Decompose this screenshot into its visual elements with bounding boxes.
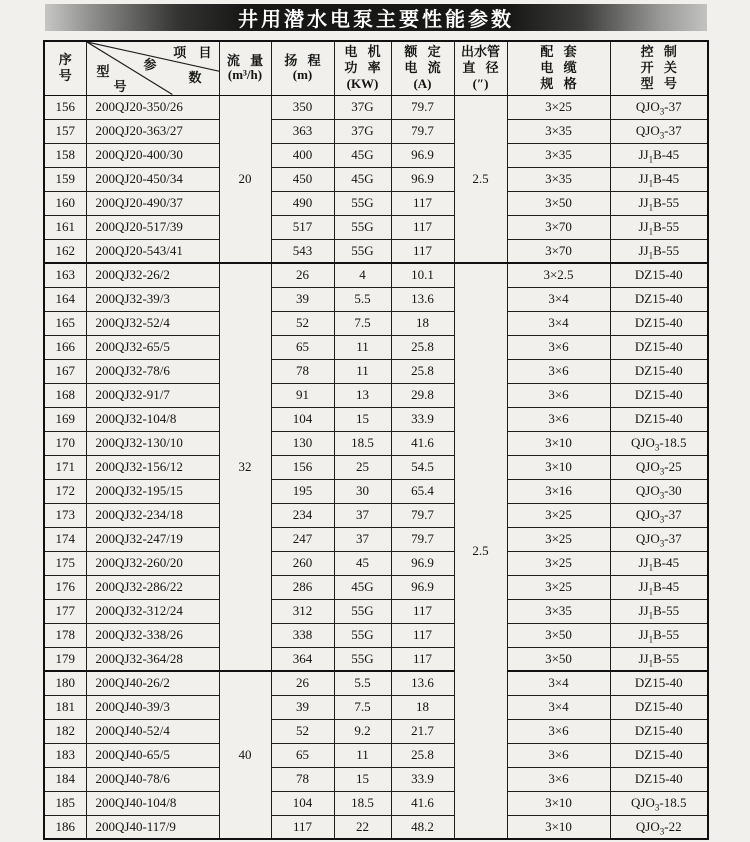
current-cell: 10.1 xyxy=(391,263,454,287)
current-cell: 25.8 xyxy=(391,359,454,383)
head-cell: 312 xyxy=(271,599,334,623)
cable-cell: 3×4 xyxy=(507,287,610,311)
model-cell: 200QJ20-350/26 xyxy=(86,95,219,119)
power-cell: 7.5 xyxy=(334,695,391,719)
power-cell: 18.5 xyxy=(334,431,391,455)
cable-cell: 3×2.5 xyxy=(507,263,610,287)
page-title: 井用潜水电泵主要性能参数 xyxy=(238,9,514,31)
power-cell: 55G xyxy=(334,215,391,239)
serial-cell: 165 xyxy=(44,311,86,335)
model-cell: 200QJ40-104/8 xyxy=(86,791,219,815)
serial-cell: 186 xyxy=(44,815,86,839)
cable-cell: 3×50 xyxy=(507,647,610,671)
switch-cell: DZ15-40 xyxy=(610,335,708,359)
cable-cell: 3×25 xyxy=(507,551,610,575)
header-current: 额 定 电 流 (A) xyxy=(391,41,454,95)
model-cell: 200QJ32-78/6 xyxy=(86,359,219,383)
switch-cell: DZ15-40 xyxy=(610,767,708,791)
head-cell: 363 xyxy=(271,119,334,143)
outlet-span-cell: 2.5 xyxy=(454,95,507,263)
switch-cell: $QJO_3-37$ xyxy=(610,503,708,527)
serial-cell: 177 xyxy=(44,599,86,623)
power-cell: 45G xyxy=(334,167,391,191)
serial-cell: 182 xyxy=(44,719,86,743)
table-row xyxy=(44,239,708,263)
switch-cell: $JJ_1B-45$ xyxy=(610,167,708,191)
head-cell: 39 xyxy=(271,287,334,311)
power-cell: 11 xyxy=(334,359,391,383)
serial-cell: 178 xyxy=(44,623,86,647)
header-outlet: 出水管 直 径 (″) xyxy=(454,41,507,95)
cable-cell: 3×6 xyxy=(507,743,610,767)
head-cell: 260 xyxy=(271,551,334,575)
current-cell: 65.4 xyxy=(391,479,454,503)
cable-cell: 3×6 xyxy=(507,719,610,743)
cable-cell: 3×16 xyxy=(507,479,610,503)
table-row xyxy=(44,311,708,335)
switch-cell: $QJO_3-37$ xyxy=(610,527,708,551)
current-cell: 21.7 xyxy=(391,719,454,743)
model-cell: 200QJ40-65/5 xyxy=(86,743,219,767)
current-cell: 117 xyxy=(391,623,454,647)
table-row xyxy=(44,455,708,479)
model-cell: 200QJ32-104/8 xyxy=(86,407,219,431)
power-cell: 4 xyxy=(334,263,391,287)
head-cell: 65 xyxy=(271,743,334,767)
header-model-diagonal xyxy=(86,41,219,95)
current-cell: 117 xyxy=(391,191,454,215)
head-cell: 39 xyxy=(271,695,334,719)
head-cell: 52 xyxy=(271,311,334,335)
model-cell: 200QJ40-26/2 xyxy=(86,671,219,695)
head-cell: 195 xyxy=(271,479,334,503)
switch-cell: DZ15-40 xyxy=(610,263,708,287)
power-cell: 45G xyxy=(334,575,391,599)
power-cell: 5.5 xyxy=(334,671,391,695)
serial-cell: 156 xyxy=(44,95,86,119)
table-header xyxy=(44,41,708,95)
table-row xyxy=(44,287,708,311)
head-cell: 26 xyxy=(271,263,334,287)
model-cell: 200QJ32-39/3 xyxy=(86,287,219,311)
table-row xyxy=(44,143,708,167)
current-cell: 96.9 xyxy=(391,167,454,191)
header-serial: 序 号 xyxy=(44,41,86,95)
current-cell: 117 xyxy=(391,239,454,263)
serial-cell: 166 xyxy=(44,335,86,359)
header-power: 电 机 功 率 (KW) xyxy=(334,41,391,95)
flow-span-cell: 40 xyxy=(219,671,271,839)
table-body xyxy=(44,95,708,839)
table-row xyxy=(44,527,708,551)
model-cell: 200QJ32-52/4 xyxy=(86,311,219,335)
model-cell: 200QJ32-195/15 xyxy=(86,479,219,503)
serial-cell: 161 xyxy=(44,215,86,239)
current-cell: 79.7 xyxy=(391,119,454,143)
table-row xyxy=(44,95,708,119)
power-cell: 18.5 xyxy=(334,791,391,815)
diagonal-label-param: 数 xyxy=(188,70,202,85)
table-row xyxy=(44,335,708,359)
cable-cell: 3×35 xyxy=(507,119,610,143)
switch-cell: DZ15-40 xyxy=(610,407,708,431)
power-cell: 37G xyxy=(334,95,391,119)
head-cell: 234 xyxy=(271,503,334,527)
current-cell: 79.7 xyxy=(391,527,454,551)
cable-cell: 3×10 xyxy=(507,455,610,479)
head-cell: 543 xyxy=(271,239,334,263)
serial-cell: 179 xyxy=(44,647,86,671)
model-cell: 200QJ32-234/18 xyxy=(86,503,219,527)
model-cell: 200QJ20-363/27 xyxy=(86,119,219,143)
model-cell: 200QJ32-91/7 xyxy=(86,383,219,407)
switch-cell: DZ15-40 xyxy=(610,287,708,311)
serial-cell: 184 xyxy=(44,767,86,791)
switch-cell: DZ15-40 xyxy=(610,359,708,383)
cable-cell: 3×6 xyxy=(507,359,610,383)
table-row xyxy=(44,503,708,527)
serial-cell: 185 xyxy=(44,791,86,815)
current-cell: 41.6 xyxy=(391,431,454,455)
model-cell: 200QJ20-450/34 xyxy=(86,167,219,191)
switch-cell: $JJ_1B-55$ xyxy=(610,191,708,215)
switch-cell: $JJ_1B-55$ xyxy=(610,239,708,263)
switch-cell: $JJ_1B-55$ xyxy=(610,215,708,239)
current-cell: 25.8 xyxy=(391,743,454,767)
pump-parameters-table xyxy=(43,40,709,840)
diagonal-label-model: 号 xyxy=(113,79,127,94)
head-cell: 286 xyxy=(271,575,334,599)
serial-cell: 174 xyxy=(44,527,86,551)
switch-cell: DZ15-40 xyxy=(610,719,708,743)
head-cell: 450 xyxy=(271,167,334,191)
power-cell: 9.2 xyxy=(334,719,391,743)
power-cell: 37 xyxy=(334,503,391,527)
serial-cell: 175 xyxy=(44,551,86,575)
head-cell: 247 xyxy=(271,527,334,551)
head-cell: 117 xyxy=(271,815,334,839)
current-cell: 33.9 xyxy=(391,767,454,791)
serial-cell: 157 xyxy=(44,119,86,143)
current-cell: 96.9 xyxy=(391,143,454,167)
power-cell: 55G xyxy=(334,623,391,647)
table-row xyxy=(44,431,708,455)
current-cell: 96.9 xyxy=(391,551,454,575)
cable-cell: 3×35 xyxy=(507,143,610,167)
current-cell: 29.8 xyxy=(391,383,454,407)
switch-cell: DZ15-40 xyxy=(610,311,708,335)
head-cell: 490 xyxy=(271,191,334,215)
current-cell: 13.6 xyxy=(391,287,454,311)
table-row xyxy=(44,695,708,719)
switch-cell: $JJ_1B-45$ xyxy=(610,575,708,599)
serial-cell: 163 xyxy=(44,263,86,287)
power-cell: 55G xyxy=(334,239,391,263)
power-cell: 55G xyxy=(334,191,391,215)
table-row xyxy=(44,383,708,407)
cable-cell: 3×25 xyxy=(507,95,610,119)
page-title-band xyxy=(45,4,707,31)
current-cell: 54.5 xyxy=(391,455,454,479)
power-cell: 11 xyxy=(334,335,391,359)
cable-cell: 3×4 xyxy=(507,695,610,719)
model-cell: 200QJ32-65/5 xyxy=(86,335,219,359)
power-cell: 13 xyxy=(334,383,391,407)
cable-cell: 3×50 xyxy=(507,191,610,215)
table-row xyxy=(44,479,708,503)
current-cell: 79.7 xyxy=(391,503,454,527)
table-row xyxy=(44,263,708,287)
cable-cell: 3×6 xyxy=(507,407,610,431)
cable-cell: 3×10 xyxy=(507,815,610,839)
model-cell: 200QJ20-517/39 xyxy=(86,215,219,239)
table-row xyxy=(44,599,708,623)
table-row xyxy=(44,575,708,599)
cable-cell: 3×6 xyxy=(507,767,610,791)
current-cell: 117 xyxy=(391,215,454,239)
head-cell: 400 xyxy=(271,143,334,167)
cable-cell: 3×70 xyxy=(507,239,610,263)
switch-cell: $QJO_3-18.5$ xyxy=(610,791,708,815)
switch-cell: DZ15-40 xyxy=(610,383,708,407)
switch-cell: DZ15-40 xyxy=(610,671,708,695)
power-cell: 15 xyxy=(334,767,391,791)
table-row xyxy=(44,191,708,215)
serial-cell: 172 xyxy=(44,479,86,503)
table-row xyxy=(44,623,708,647)
serial-cell: 171 xyxy=(44,455,86,479)
switch-cell: $QJO_3-25$ xyxy=(610,455,708,479)
current-cell: 41.6 xyxy=(391,791,454,815)
cable-cell: 3×50 xyxy=(507,623,610,647)
serial-cell: 168 xyxy=(44,383,86,407)
table-row xyxy=(44,767,708,791)
cable-cell: 3×4 xyxy=(507,311,610,335)
table-row xyxy=(44,815,708,839)
table-row xyxy=(44,551,708,575)
model-cell: 200QJ32-338/26 xyxy=(86,623,219,647)
serial-cell: 180 xyxy=(44,671,86,695)
cable-cell: 3×25 xyxy=(507,527,610,551)
power-cell: 7.5 xyxy=(334,311,391,335)
power-cell: 55G xyxy=(334,647,391,671)
model-cell: 200QJ32-260/20 xyxy=(86,551,219,575)
model-cell: 200QJ32-156/12 xyxy=(86,455,219,479)
serial-cell: 176 xyxy=(44,575,86,599)
diagonal-label-param: 参 xyxy=(143,57,157,72)
head-cell: 78 xyxy=(271,767,334,791)
switch-cell: $JJ_1B-45$ xyxy=(610,143,708,167)
switch-cell: $QJO_3-18.5$ xyxy=(610,431,708,455)
model-cell: 200QJ20-490/37 xyxy=(86,191,219,215)
head-cell: 91 xyxy=(271,383,334,407)
table-row xyxy=(44,743,708,767)
current-cell: 18 xyxy=(391,695,454,719)
cable-cell: 3×35 xyxy=(507,167,610,191)
power-cell: 22 xyxy=(334,815,391,839)
table-row xyxy=(44,119,708,143)
model-cell: 200QJ40-78/6 xyxy=(86,767,219,791)
current-cell: 96.9 xyxy=(391,575,454,599)
switch-cell: $QJO_3-37$ xyxy=(610,95,708,119)
cable-cell: 3×10 xyxy=(507,431,610,455)
cable-cell: 3×6 xyxy=(507,335,610,359)
head-cell: 364 xyxy=(271,647,334,671)
model-cell: 200QJ20-400/30 xyxy=(86,143,219,167)
serial-cell: 158 xyxy=(44,143,86,167)
switch-cell: $JJ_1B-55$ xyxy=(610,623,708,647)
model-cell: 200QJ40-52/4 xyxy=(86,719,219,743)
table-row xyxy=(44,791,708,815)
serial-cell: 162 xyxy=(44,239,86,263)
current-cell: 117 xyxy=(391,647,454,671)
head-cell: 350 xyxy=(271,95,334,119)
power-cell: 15 xyxy=(334,407,391,431)
power-cell: 5.5 xyxy=(334,287,391,311)
switch-cell: $JJ_1B-45$ xyxy=(610,551,708,575)
current-cell: 117 xyxy=(391,599,454,623)
model-cell: 200QJ40-117/9 xyxy=(86,815,219,839)
serial-cell: 173 xyxy=(44,503,86,527)
serial-cell: 167 xyxy=(44,359,86,383)
outlet-span-cell: 2.5 xyxy=(454,263,507,839)
power-cell: 30 xyxy=(334,479,391,503)
cable-cell: 3×35 xyxy=(507,599,610,623)
cable-cell: 3×70 xyxy=(507,215,610,239)
model-cell: 200QJ20-543/41 xyxy=(86,239,219,263)
header-head: 扬 程 (m) xyxy=(271,41,334,95)
power-cell: 55G xyxy=(334,599,391,623)
header-switch: 控 制 开 关 型 号 xyxy=(610,41,708,95)
head-cell: 26 xyxy=(271,671,334,695)
power-cell: 37 xyxy=(334,527,391,551)
head-cell: 104 xyxy=(271,407,334,431)
power-cell: 45 xyxy=(334,551,391,575)
serial-cell: 159 xyxy=(44,167,86,191)
switch-cell: $JJ_1B-55$ xyxy=(610,647,708,671)
current-cell: 25.8 xyxy=(391,335,454,359)
cable-cell: 3×25 xyxy=(507,503,610,527)
cable-cell: 3×25 xyxy=(507,575,610,599)
model-cell: 200QJ32-26/2 xyxy=(86,263,219,287)
serial-cell: 160 xyxy=(44,191,86,215)
table-row xyxy=(44,671,708,695)
current-cell: 18 xyxy=(391,311,454,335)
model-cell: 200QJ40-39/3 xyxy=(86,695,219,719)
table-row xyxy=(44,719,708,743)
header-cable: 配 套 电 缆 规 格 xyxy=(507,41,610,95)
head-cell: 130 xyxy=(271,431,334,455)
table-row xyxy=(44,167,708,191)
model-cell: 200QJ32-312/24 xyxy=(86,599,219,623)
diagonal-label-model: 型 xyxy=(96,64,110,79)
head-cell: 517 xyxy=(271,215,334,239)
model-cell: 200QJ32-286/22 xyxy=(86,575,219,599)
power-cell: 37G xyxy=(334,119,391,143)
switch-cell: DZ15-40 xyxy=(610,695,708,719)
switch-cell: $QJO_3-22$ xyxy=(610,815,708,839)
serial-cell: 164 xyxy=(44,287,86,311)
switch-cell: $QJO_3-30$ xyxy=(610,479,708,503)
power-cell: 11 xyxy=(334,743,391,767)
model-cell: 200QJ32-247/19 xyxy=(86,527,219,551)
table-row xyxy=(44,407,708,431)
cable-cell: 3×10 xyxy=(507,791,610,815)
model-cell: 200QJ32-364/28 xyxy=(86,647,219,671)
cable-cell: 3×6 xyxy=(507,383,610,407)
flow-span-cell: 20 xyxy=(219,95,271,263)
power-cell: 45G xyxy=(334,143,391,167)
flow-span-cell: 32 xyxy=(219,263,271,671)
serial-cell: 169 xyxy=(44,407,86,431)
table-row xyxy=(44,215,708,239)
serial-cell: 170 xyxy=(44,431,86,455)
table-row xyxy=(44,647,708,671)
current-cell: 13.6 xyxy=(391,671,454,695)
table-row xyxy=(44,359,708,383)
switch-cell: $QJO_3-37$ xyxy=(610,119,708,143)
switch-cell: $JJ_1B-55$ xyxy=(610,599,708,623)
current-cell: 33.9 xyxy=(391,407,454,431)
serial-cell: 183 xyxy=(44,743,86,767)
current-cell: 48.2 xyxy=(391,815,454,839)
model-cell: 200QJ32-130/10 xyxy=(86,431,219,455)
head-cell: 52 xyxy=(271,719,334,743)
head-cell: 65 xyxy=(271,335,334,359)
cable-cell: 3×4 xyxy=(507,671,610,695)
power-cell: 25 xyxy=(334,455,391,479)
diagonal-label-item: 项 目 xyxy=(173,45,212,60)
head-cell: 156 xyxy=(271,455,334,479)
head-cell: 104 xyxy=(271,791,334,815)
serial-cell: 181 xyxy=(44,695,86,719)
header-flow: 流 量 (m³/h) xyxy=(219,41,271,95)
head-cell: 338 xyxy=(271,623,334,647)
current-cell: 79.7 xyxy=(391,95,454,119)
head-cell: 78 xyxy=(271,359,334,383)
switch-cell: DZ15-40 xyxy=(610,743,708,767)
